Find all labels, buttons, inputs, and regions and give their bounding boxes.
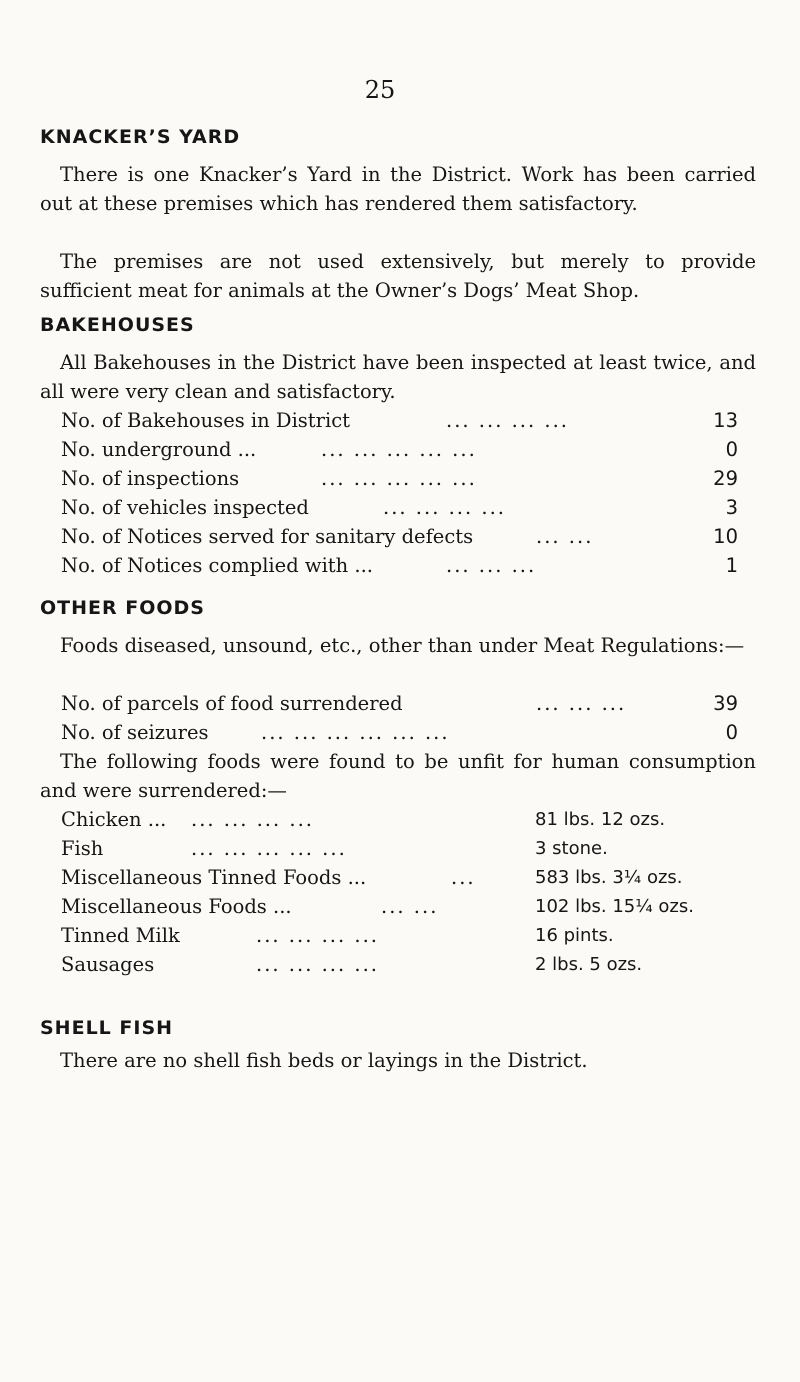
stat-label: No. of Bakehouses in District xyxy=(61,409,350,432)
leader-dots: ... xyxy=(451,866,476,889)
section-heading-other-foods: OTHER FOODS xyxy=(40,597,205,619)
stat-label: No. of Notices served for sanitary defects xyxy=(61,525,474,548)
stat-value: 0 xyxy=(725,438,738,461)
food-row xyxy=(61,834,761,863)
leader-dots: ... ... ... ... xyxy=(256,953,379,976)
leader-dots: ... ... ... ... xyxy=(446,409,569,432)
food-quantity: 3 stone. xyxy=(535,838,608,859)
stat-value: 3 xyxy=(725,496,738,519)
shell-fish-text: There are no shell fish beds or layings in the District. xyxy=(60,1049,588,1072)
leader-dots: ... ... xyxy=(536,525,594,548)
section-heading-bakehouses: BAKEHOUSES xyxy=(40,314,195,336)
stat-label: No. of Notices complied with ... xyxy=(61,554,373,577)
leader-dots: ... ... ... ... ... ... xyxy=(261,721,450,744)
leader-dots: ... ... ... ... ... xyxy=(191,837,347,860)
other-foods-stat-row xyxy=(61,718,738,747)
leader-dots: ... ... ... ... ... xyxy=(321,467,477,490)
other-foods-stat-row xyxy=(61,689,738,718)
leader-dots: ... ... xyxy=(381,895,439,918)
leader-dots: ... ... ... xyxy=(536,692,627,715)
food-quantity: 2 lbs. 5 ozs. xyxy=(535,954,643,975)
leader-dots: ... ... ... ... xyxy=(383,496,506,519)
other-foods-intro: Foods diseased, unsound, etc., other than under Meat Regulations:— xyxy=(60,634,745,657)
stat-value: 1 xyxy=(725,554,738,577)
stat-label: No. underground ... xyxy=(61,438,257,461)
knackers-yard-paragraph-2: The premises are not used extensively, but merely to provide sufficient meat for animals at the Owner’s Dogs’ Meat Shop. xyxy=(40,250,756,302)
food-quantity: 583 lbs. 3¼ ozs. xyxy=(535,867,683,888)
bakehouse-stat-row xyxy=(61,435,738,464)
bakehouse-stat-row xyxy=(61,406,738,435)
food-quantity: 81 lbs. 12 ozs. xyxy=(535,809,666,830)
food-item: Sausages xyxy=(61,953,155,976)
bakehouses-intro: All Bakehouses in the District have been inspected at least twice, and all were very clean and satisfactory. xyxy=(40,351,756,403)
food-item: Miscellaneous Tinned Foods ... xyxy=(61,866,367,889)
stat-label: No. of vehicles inspected xyxy=(61,496,309,519)
stat-value: 0 xyxy=(725,721,738,744)
food-row xyxy=(61,892,761,921)
section-heading-knackers-yard: KNACKER’S YARD xyxy=(40,126,241,148)
food-row xyxy=(61,805,761,834)
food-item: Chicken ... xyxy=(61,808,167,831)
section-heading-shell-fish: SHELL FISH xyxy=(40,1017,174,1039)
food-item: Tinned Milk xyxy=(61,924,180,947)
bakehouse-stat-row xyxy=(61,464,738,493)
stat-label: No. of inspections xyxy=(61,467,240,490)
stat-value: 10 xyxy=(713,525,738,548)
food-row xyxy=(61,863,761,892)
stat-value: 39 xyxy=(713,692,738,715)
stat-label: No. of parcels of food surrendered xyxy=(61,692,403,715)
food-quantity: 102 lbs. 15¼ ozs. xyxy=(535,896,694,917)
leader-dots: ... ... ... ... xyxy=(191,808,314,831)
stat-label: No. of seizures xyxy=(61,721,209,744)
food-item: Fish xyxy=(61,837,104,860)
food-quantity: 16 pints. xyxy=(535,925,614,946)
leader-dots: ... ... ... ... ... xyxy=(321,438,477,461)
bakehouse-stat-row xyxy=(61,551,738,580)
surrendered-foods-intro: The following foods were found to be unfit for human consumption and were surrendered:— xyxy=(40,750,756,802)
stat-value: 13 xyxy=(713,409,738,432)
food-row xyxy=(61,921,761,950)
food-row xyxy=(61,950,761,979)
bakehouse-stat-row xyxy=(61,522,738,551)
knackers-yard-paragraph-1: There is one Knacker’s Yard in the District. Work has been carried out at these premises which has rendered them satisfactory. xyxy=(40,163,756,215)
leader-dots: ... ... ... ... xyxy=(256,924,379,947)
page-number: 25 xyxy=(364,76,396,104)
leader-dots: ... ... ... xyxy=(446,554,537,577)
food-item: Miscellaneous Foods ... xyxy=(61,895,292,918)
stat-value: 29 xyxy=(713,467,738,490)
bakehouse-stat-row xyxy=(61,493,738,522)
